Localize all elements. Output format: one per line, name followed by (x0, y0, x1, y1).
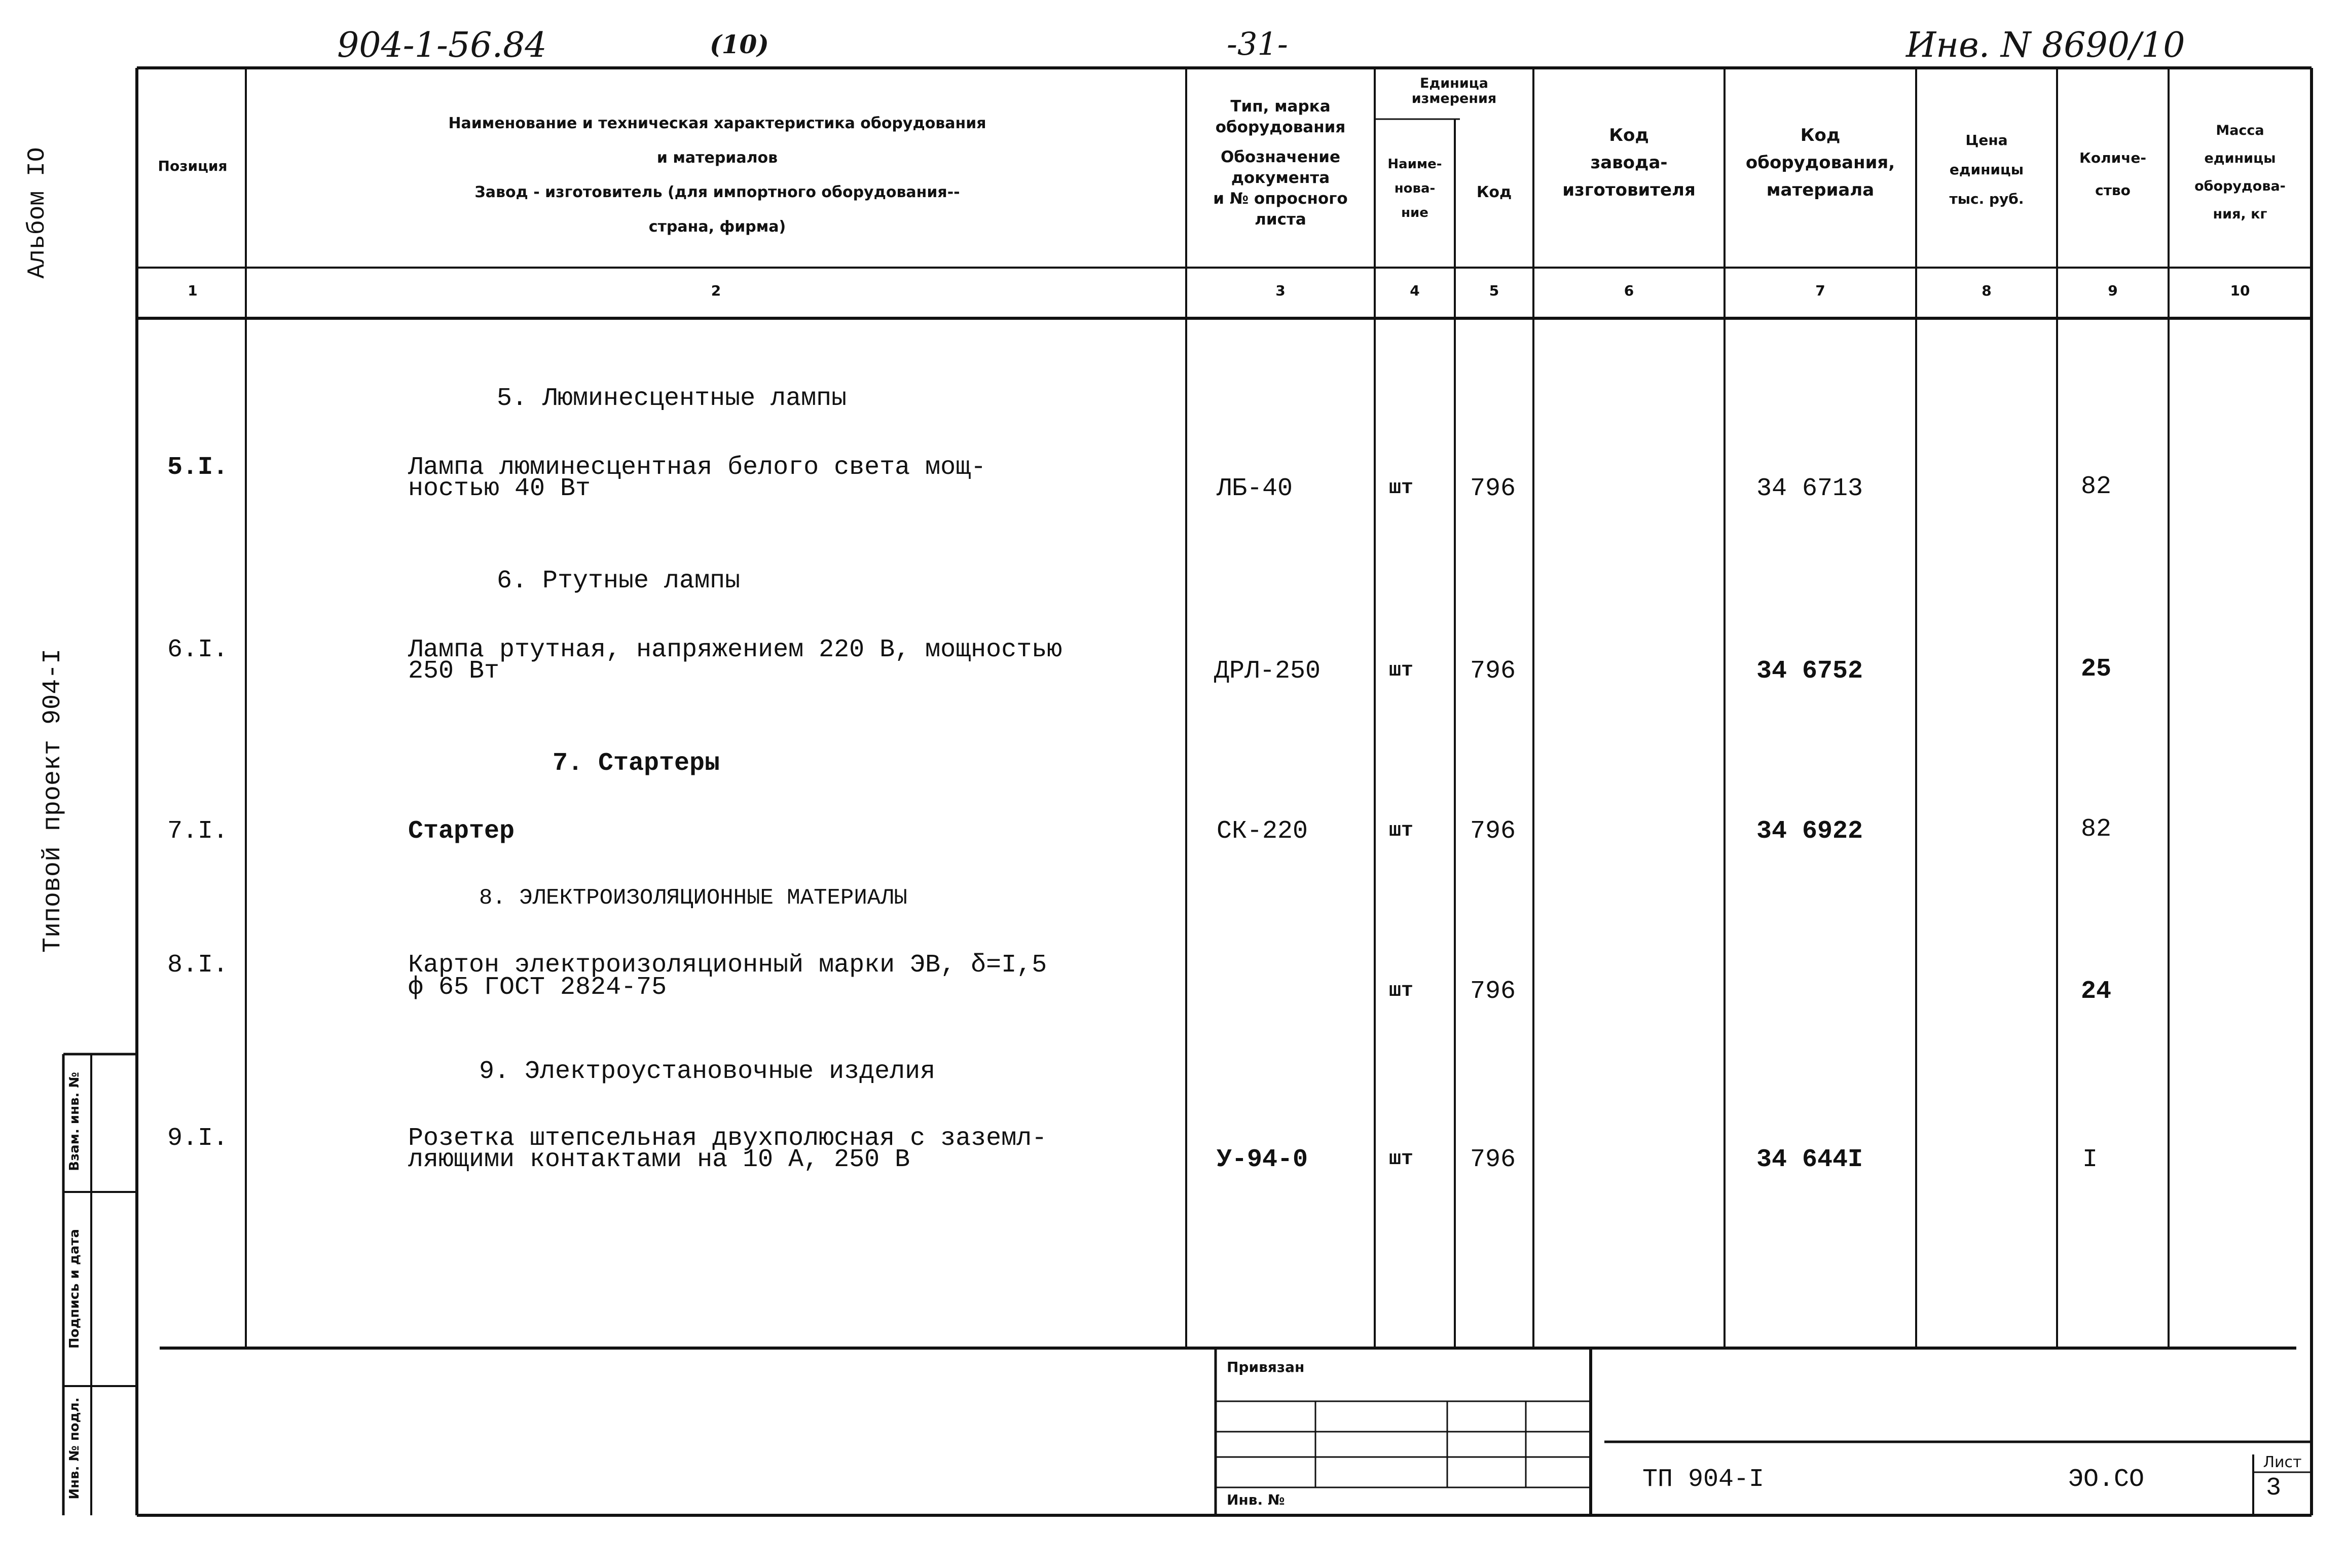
header-mass-line4: ния, кг (2213, 206, 2267, 222)
section-heading: 9. Электроустановочные изделия (479, 1057, 936, 1086)
header-equipment-code (1725, 122, 1916, 204)
header-type-line3: Обозначение (1220, 148, 1341, 166)
header-type-line4: документа (1231, 169, 1330, 187)
row-name-line2: ляющими контактами на 10 А, 250 В (408, 1145, 910, 1174)
row-type: ЛБ-40 (1217, 474, 1293, 503)
row-position: 8.I. (167, 951, 229, 980)
col-number-10: 10 (2230, 282, 2250, 299)
row-name-line1: Стартер (408, 817, 515, 846)
row-name-line2: ф 65 ГОСТ 2824-75 (408, 973, 667, 1002)
header-position: Позиция (158, 158, 228, 174)
header-unit-name-line1: Наиме- (1387, 157, 1442, 172)
row-name-line1: Лампа люминесцентная белого света мощ- (408, 453, 986, 482)
header-name-line3: Завод - изготовитель (для импортного оборудования-- (474, 183, 960, 201)
row-quantity: 82 (2081, 472, 2112, 501)
header-type-line1: Тип, марка (1230, 97, 1331, 116)
header-name (248, 106, 1186, 244)
header-unit-code: Код (1476, 183, 1512, 201)
page-number: -31- (1227, 25, 1288, 62)
row-unit: шт (1389, 819, 1414, 842)
header-name-line2: и материалов (656, 149, 778, 167)
header-price-line1: Цена (1965, 132, 2008, 148)
header-equipment-code-line3: материала (1766, 180, 1875, 200)
issue-number: (10) (710, 29, 769, 59)
row-equipment-code: 34 6922 (1756, 817, 1863, 846)
header-unit-line2: измерения (1411, 91, 1497, 106)
header-mass-line3: оборудова- (2194, 178, 2286, 194)
row-name-line2: ностью 40 Вт (408, 474, 591, 503)
header-quantity (2057, 142, 2169, 207)
inventory-number: Инв. N 8690/10 (1906, 25, 2185, 65)
row-unit: шт (1389, 1148, 1414, 1171)
header-factory-code (1533, 122, 1725, 204)
section-heading: 6. Ртутные лампы (497, 567, 741, 595)
col-number-7: 7 (1815, 282, 1825, 299)
section-heading: 5. Люминесцентные лампы (497, 384, 847, 413)
header-factory-code-line3: изготовителя (1562, 180, 1696, 200)
col-number-1: 1 (188, 282, 198, 299)
section-heading: 8. ЭЛЕКТРОИЗОЛЯЦИОННЫЕ МАТЕРИАЛЫ (479, 885, 907, 911)
row-equipment-code: 34 644I (1756, 1145, 1863, 1174)
header-equipment-code-line1: Код (1800, 125, 1841, 145)
row-quantity: 82 (2081, 815, 2112, 844)
col-number-2: 2 (711, 282, 721, 299)
row-unit: шт (1389, 980, 1414, 1002)
header-price-line3: тыс. руб. (1949, 191, 2024, 207)
row-name-line1: Розетка штепсельная двухполюсная с заземл- (408, 1124, 1047, 1153)
row-type: СК-220 (1217, 817, 1308, 846)
header-unit-name-line2: нова- (1394, 181, 1436, 196)
row-unit: шт (1389, 659, 1414, 682)
header-type-line2: оборудования (1215, 118, 1346, 136)
document-code: 904-1-56.84 (337, 25, 547, 65)
header-type-line5: и № опросного (1213, 190, 1348, 208)
col-number-5: 5 (1489, 282, 1499, 299)
attached-label: Привязан (1227, 1359, 1305, 1375)
header-name-line4: страна, фирма) (648, 218, 786, 236)
row-position: 6.I. (167, 636, 229, 664)
document-number: ТП 904-I (1642, 1465, 1765, 1494)
header-unit (1375, 76, 1533, 106)
header-price-line2: единицы (1949, 161, 2024, 178)
row-quantity: I (2082, 1145, 2098, 1174)
row-type: ДРЛ-250 (1214, 657, 1321, 686)
row-unit-code: 796 (1470, 657, 1516, 686)
section-heading: 7. Стартеры (553, 749, 720, 778)
row-unit-code: 796 (1470, 474, 1516, 503)
sheet-number: 3 (2266, 1474, 2282, 1503)
header-factory-code-line1: Код (1609, 125, 1649, 145)
col-number-9: 9 (2108, 282, 2118, 299)
stamp-original-inv: Инв. № подл. (67, 1397, 82, 1500)
header-unit-name (1375, 152, 1455, 225)
row-unit: шт (1389, 477, 1414, 500)
stamp-signature-date: Подпись и дата (67, 1228, 82, 1349)
col-number-3: 3 (1275, 282, 1286, 299)
row-type: У-94-0 (1217, 1145, 1308, 1174)
row-quantity: 24 (2081, 977, 2112, 1006)
header-quantity-line1: Количе- (2079, 150, 2147, 166)
col-number-4: 4 (1410, 282, 1420, 299)
row-unit-code: 796 (1470, 977, 1516, 1006)
header-mass-line1: Масса (2216, 123, 2264, 138)
row-position: 7.I. (167, 817, 229, 846)
row-name-line1: Картон электроизоляционный марки ЭВ, δ=I,5 (408, 951, 1047, 980)
row-position: 5.I. (167, 453, 229, 482)
row-unit-code: 796 (1470, 1145, 1516, 1174)
row-equipment-code: 34 6752 (1756, 657, 1863, 686)
header-mass (2169, 117, 2312, 228)
row-position: 9.I. (167, 1124, 229, 1153)
col-number-6: 6 (1624, 282, 1634, 299)
header-equipment-code-line2: оборудования, (1745, 153, 1895, 173)
header-unit-name-line3: ние (1401, 205, 1428, 220)
header-type (1186, 96, 1375, 230)
document-mark: ЭО.СО (2068, 1465, 2145, 1494)
album-label: Альбом IO (24, 147, 51, 279)
header-mass-line2: единицы (2204, 151, 2276, 166)
col-number-8: 8 (1982, 282, 1992, 299)
row-name-line1: Лампа ртутная, напряжением 220 В, мощностью (408, 636, 1062, 664)
row-name-line2: 250 Вт (408, 657, 500, 686)
project-label: Типовой проект 904-I (39, 648, 67, 953)
header-quantity-line2: ство (2095, 182, 2131, 199)
header-type-line6: листа (1255, 210, 1306, 229)
header-price (1916, 126, 2057, 214)
inventory-no-label: Инв. № (1227, 1491, 1285, 1508)
stamp-replaced-inv: Взам. инв. № (67, 1072, 82, 1171)
header-unit-line1: Единица (1420, 76, 1488, 91)
sheet-label: Лист (2263, 1453, 2302, 1471)
row-unit-code: 796 (1470, 817, 1516, 846)
row-equipment-code: 34 6713 (1756, 474, 1863, 503)
header-name-line1: Наименование и техническая характеристика оборудования (448, 115, 986, 132)
row-quantity: 25 (2081, 655, 2112, 684)
header-factory-code-line2: завода- (1590, 153, 1668, 173)
